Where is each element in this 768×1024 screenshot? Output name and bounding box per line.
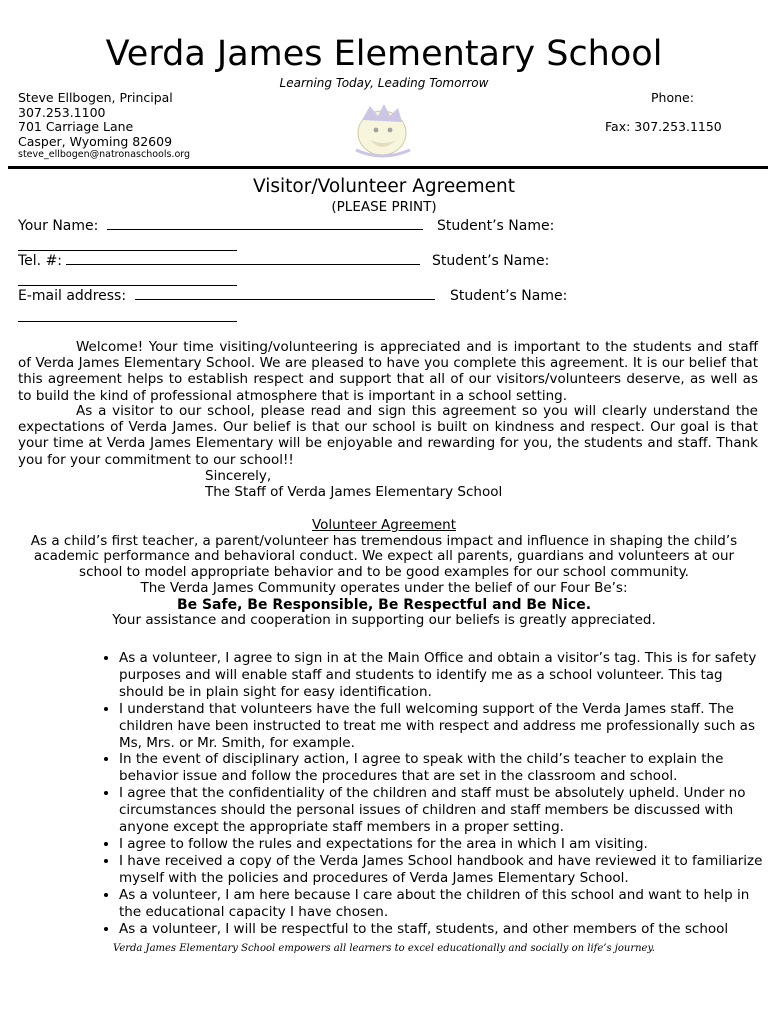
agreement-title: Volunteer Agreement: [311, 517, 457, 533]
student-name-label-3: Student’s Name:: [450, 288, 568, 304]
list-item: • I agree that the confidentiality of the children and staff must be absolutely upheld. Under no circumstances should the personal issues of children and staff members be discussed with anyone except the appropriate staff members in a proper setting.: [119, 785, 768, 836]
principal-contact-block: [18, 91, 173, 149]
principal-name: Steve Ellbogen, Principal: [18, 90, 173, 105]
list-item: • As a volunteer, I agree to sign in at the Main Office and obtain a visitor’s tag. This is for safety purposes and will enable staff and students to identify me as a school volunteer. This tag should be in plain sight for easy identification.: [119, 650, 768, 701]
school-phone-number: 307.253.1100: [18, 104, 106, 120]
agreement-intro: As a child’s first teacher, a parent/volunteer has tremendous impact and influence in shaping the child’s academic performance and behavioral conduct. We expect all parents, guardians and volunteers at our school to model appropriate behavior and to be good examples for our school community.: [30, 532, 738, 581]
four-bes-motto: Be Safe, Be Responsible, Be Respectful and Be Nice.: [176, 596, 592, 613]
closing-sincerely: Sincerely,: [205, 468, 272, 484]
email-label: E-mail address:: [18, 288, 127, 304]
form-subtitle: (PLEASE PRINT): [331, 199, 437, 215]
staff-signature: The Staff of Verda James Elementary School: [205, 484, 503, 500]
appreciation-text: Your assistance and cooperation in supporting our beliefs is greatly appreciated.: [112, 611, 656, 628]
list-item: • As a volunteer, I am here because I care about the children of this school and want to help in the educational capacity I have chosen.: [119, 887, 768, 921]
tel-label: Tel. #:: [18, 253, 63, 269]
student-name-field-3[interactable]: [18, 321, 237, 322]
welcome-paragraph: Welcome! Your time visiting/volunteering is appreciated and is important to the students and staff of Verda James Elementary School. We are pleased to have you complete this agreement. It is our belief that this agreement helps to establish respect and support that all of our visitors/volunteers deserve, as well as to build the kind of professional atmosphere that is important in a school setting.: [18, 339, 758, 404]
city-address: Casper, Wyoming 82609: [18, 133, 173, 149]
mascot-logo-icon: [344, 100, 418, 158]
email-row: [18, 287, 435, 305]
list-item: • I understand that volunteers have the full welcoming support of the Verda James staff. The children have been instructed to treat me with respect and address me professionally such as Ms, Mrs. or Mr. Smith, for example.: [119, 701, 768, 752]
student-name-label-1: Student’s Name:: [437, 218, 555, 234]
list-item: • I have received a copy of the Verda James School handbook and have reviewed it to familiarize myself with the policies and procedures of Verda James Elementary School.: [119, 853, 768, 887]
expectations-paragraph: As a visitor to our school, please read and sign this agreement so you will clearly understand the expectations of Verda James. Our belief is that our school is built on kindness and respect. Our goal is that your time at Verda James Elementary will be enjoyable and rewarding for you, the students and staff. Thank you for your commitment to our school!!: [18, 403, 758, 468]
street-address: 701 Carriage Lane: [18, 119, 134, 134]
list-item: • I agree to follow the rules and expectations for the area in which I am visiting.: [119, 836, 768, 853]
your-name-row: [18, 217, 423, 235]
agreement-bullet-list: [95, 650, 768, 937]
form-title: Visitor/Volunteer Agreement: [253, 176, 515, 197]
fax-number: Fax: 307.253.1150: [605, 119, 722, 134]
student-name-field-2[interactable]: [18, 285, 237, 286]
school-name: Verda James Elementary School: [105, 34, 663, 74]
email-field[interactable]: [135, 287, 435, 300]
footer-mission: Verda James Elementary School empowers all learners to excel educationally and socially on life’s journey.: [113, 943, 655, 954]
list-item: • As a volunteer, I will be respectful to the staff, students, and other members of the school: [119, 921, 768, 938]
your-name-label: Your Name:: [18, 218, 99, 234]
principal-email: steve_ellbogen@natronaschools.org: [18, 149, 191, 160]
four-bes-intro: The Verda James Community operates under the belief of our Four Be’s:: [140, 579, 628, 596]
tel-row: [18, 252, 420, 270]
header-divider: [8, 166, 768, 169]
list-item: • In the event of disciplinary action, I agree to speak with the child’s teacher to explain the behavior issue and follow the procedures that are set in the classroom and school.: [119, 751, 768, 785]
student-name-field-1[interactable]: [18, 250, 237, 251]
school-motto: Learning Today, Leading Tomorrow: [279, 76, 489, 90]
phone-label: Phone:: [651, 90, 694, 105]
student-name-label-2: Student’s Name:: [432, 253, 550, 269]
tel-field[interactable]: [66, 252, 420, 265]
volunteer-agreement-section: [14, 518, 754, 628]
your-name-field[interactable]: [107, 217, 423, 230]
